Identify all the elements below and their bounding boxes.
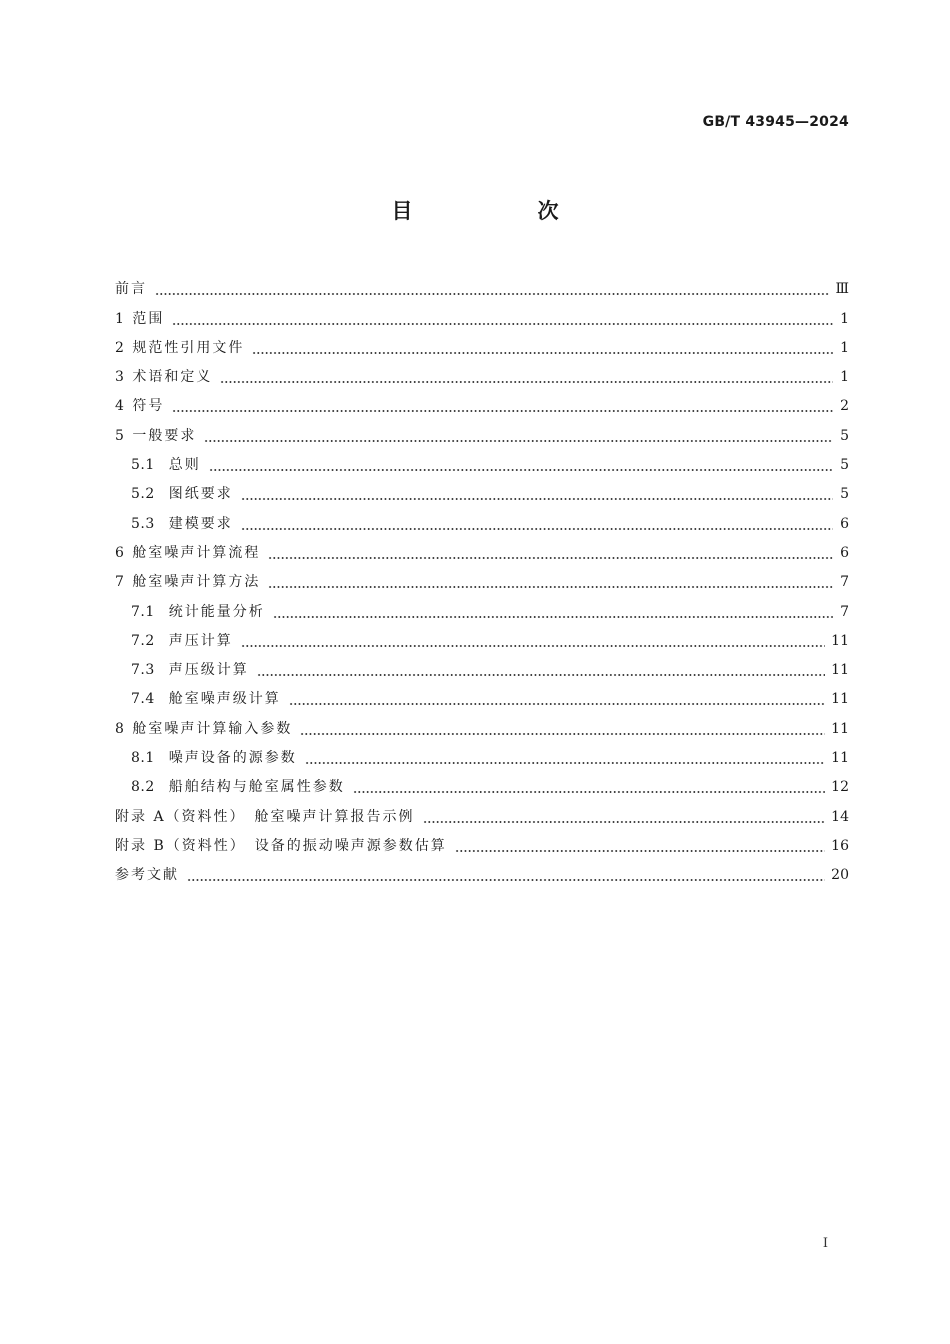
dot-leader	[268, 572, 833, 592]
dot-leader	[305, 748, 825, 768]
toc-entry-title: 前言	[115, 281, 147, 298]
toc-entry-number: 7	[115, 574, 125, 591]
toc-entry-number: 7.4	[131, 691, 155, 708]
toc-entry[interactable]	[115, 329, 849, 358]
toc-entry-number: 2	[115, 339, 125, 356]
standard-number: GB/T 43945—2024	[702, 114, 849, 130]
toc-entry[interactable]	[115, 592, 849, 621]
toc-entry[interactable]	[115, 504, 849, 533]
toc-entry-page: 1	[840, 339, 849, 356]
dot-leader	[257, 660, 825, 680]
toc-entry-title: 舱室噪声级计算	[168, 691, 281, 708]
dot-leader	[273, 602, 833, 622]
toc-entry-title: 舱室噪声计算输入参数	[132, 720, 293, 737]
toc-entry-title: 舱室噪声计算方法	[132, 574, 261, 591]
toc-entry[interactable]	[115, 270, 849, 299]
toc-entry-title: 图纸要求	[168, 486, 233, 503]
toc-entry[interactable]	[115, 387, 849, 416]
dot-leader	[423, 807, 826, 827]
toc-entry-page: Ⅲ	[835, 281, 849, 298]
toc-entry[interactable]	[115, 739, 849, 768]
dot-leader	[155, 279, 829, 299]
toc-entry-page: 2	[840, 398, 849, 415]
dot-leader	[209, 455, 833, 475]
toc-entry-title: 声压计算	[168, 632, 233, 649]
toc-entry-number: 4	[115, 398, 125, 415]
toc-entry-page: 16	[831, 837, 849, 854]
toc-entry-number: 7.3	[131, 662, 155, 679]
toc-entry-number: 7.1	[131, 603, 155, 620]
dot-leader	[268, 543, 833, 563]
toc-entry-page: 1	[840, 369, 849, 386]
toc-entry-number: 7.2	[131, 632, 155, 649]
dot-leader	[241, 631, 825, 651]
toc-entry-page: 20	[831, 867, 849, 884]
dot-leader	[252, 338, 833, 358]
dot-leader	[300, 719, 825, 739]
toc-entry[interactable]	[115, 856, 849, 885]
toc-entry-number: 8	[115, 720, 125, 737]
toc-entry-page: 12	[831, 779, 849, 796]
toc-entry-title: 声压级计算	[168, 662, 249, 679]
toc-entry-title: 总则	[168, 457, 201, 474]
toc-entry-page: 11	[831, 662, 849, 679]
toc-entry[interactable]	[115, 475, 849, 504]
toc-entry-title: 术语和定义	[132, 369, 213, 386]
toc-entry[interactable]	[115, 299, 849, 328]
toc-entry-page: 5	[840, 486, 849, 503]
toc-entry-number: 5.2	[131, 486, 155, 503]
toc-entry-title: 船舶结构与舱室属性参数	[168, 779, 345, 796]
dot-leader	[172, 309, 833, 329]
toc-entry-number: 8.2	[131, 779, 155, 796]
toc-entry-page: 14	[831, 808, 849, 825]
toc-entry-title: 建模要求	[168, 515, 233, 532]
toc-entry-page: 5	[840, 427, 849, 444]
toc-entry-number: 8.1	[131, 750, 155, 767]
toc-entry-page: 5	[840, 457, 849, 474]
toc-entry[interactable]	[115, 768, 849, 797]
toc-entry[interactable]	[115, 563, 849, 592]
toc-entry-title: 一般要求	[132, 427, 197, 444]
toc-entry[interactable]	[115, 827, 849, 856]
toc-entry-title: 范围	[132, 310, 165, 327]
toc-entry-page: 6	[840, 515, 849, 532]
toc-entry-title: 参考文献	[115, 867, 179, 884]
toc-entry[interactable]	[115, 416, 849, 445]
toc-entry[interactable]	[115, 622, 849, 651]
dot-leader	[289, 689, 825, 709]
dot-leader	[220, 367, 833, 387]
toc-entry-title: 统计能量分析	[168, 603, 265, 620]
page-title: 目 次	[391, 199, 611, 223]
toc-entry[interactable]	[115, 709, 849, 738]
dot-leader	[455, 836, 825, 856]
toc-entry-number: 1	[115, 310, 125, 327]
toc-entry-page: 11	[831, 720, 849, 737]
dot-leader	[204, 426, 833, 446]
toc-entry-number: 3	[115, 369, 125, 386]
toc-entry-title: 符号	[132, 398, 165, 415]
toc-entry[interactable]	[115, 446, 849, 475]
toc-entry[interactable]	[115, 358, 849, 387]
toc-entry-page: 7	[840, 603, 849, 620]
toc-entry-number: 5.3	[131, 515, 155, 532]
dot-leader	[241, 514, 833, 534]
toc-entry-number: 5	[115, 427, 125, 444]
toc-entry[interactable]	[115, 680, 849, 709]
toc-entry-page: 11	[831, 632, 849, 649]
toc-entry-title: 附录 B（资料性） 设备的振动噪声源参数估算	[115, 837, 447, 854]
toc-entry[interactable]	[115, 534, 849, 563]
table-of-contents	[115, 270, 849, 885]
dot-leader	[187, 865, 825, 885]
toc-entry-title: 规范性引用文件	[132, 339, 245, 356]
toc-entry[interactable]	[115, 651, 849, 680]
toc-entry[interactable]	[115, 797, 849, 826]
toc-entry-page: 11	[831, 691, 849, 708]
dot-leader	[172, 396, 833, 416]
dot-leader	[353, 777, 825, 797]
toc-entry-page: 1	[840, 310, 849, 327]
toc-entry-title: 噪声设备的源参数	[168, 750, 297, 767]
toc-entry-page: 11	[831, 750, 849, 767]
page-number: I	[822, 1236, 828, 1251]
toc-entry-page: 7	[840, 574, 849, 591]
dot-leader	[241, 484, 833, 504]
toc-entry-number: 6	[115, 544, 125, 561]
toc-entry-title: 附录 A（资料性） 舱室噪声计算报告示例	[115, 808, 415, 825]
toc-entry-page: 6	[840, 544, 849, 561]
toc-entry-title: 舱室噪声计算流程	[132, 544, 261, 561]
toc-entry-number: 5.1	[131, 457, 155, 474]
